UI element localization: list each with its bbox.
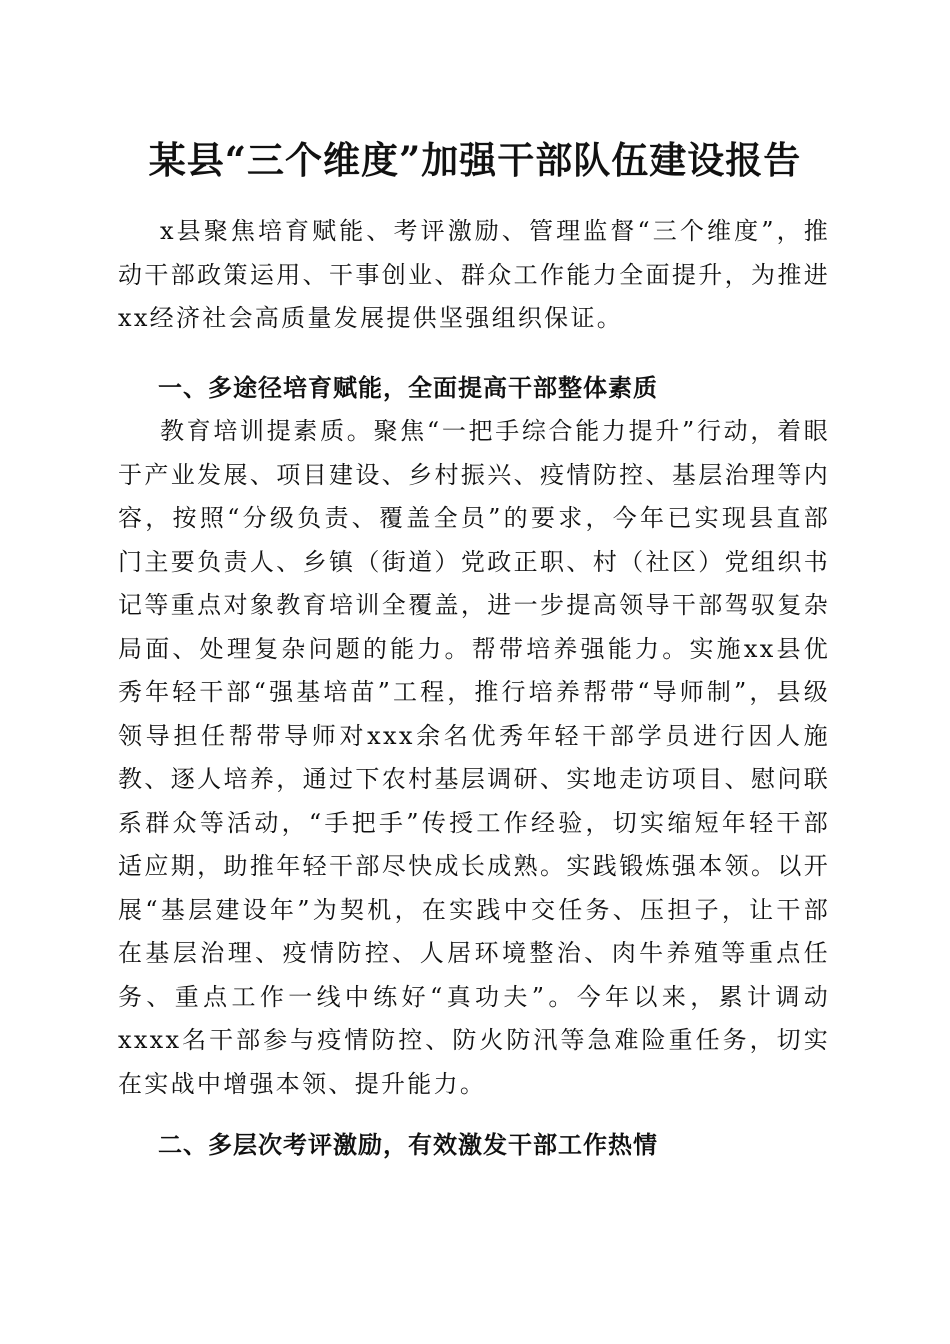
document-title: 某县“三个维度”加强干部队伍建设报告 [148,138,802,182]
section-2-heading: 二、多层次考评激励，有效激发干部工作热情 [158,1131,658,1159]
section-1-paragraph: 教育培训提素质。聚焦“一把手综合能力提升”行动，着眼于产业发展、项目建设、乡村振兴、疫情防控、基层治理等内容，按照“分级负责、覆盖全员”的要求，今年已实现县直部门主要负责人、乡镇（街道）党政正职、村（社区）党组织书记等重点对象教育培训全覆盖，进一步提高领导干部驾驭复杂局面、处理复杂问题的能力。帮带培养强能力。实施xx县优秀年轻干部“强基培苗”工程，推行培养帮带“导师制”，县级领导担任帮带导师对xxx余名优秀年轻干部学员进行因人施教、逐人培养，通过下农村基层调研、实地走访项目、慰问联系群众等活动，“手把手”传授工作经验，切实缩短年轻干部适应期，助推年轻干部尽快成长成熟。实践锻炼强本领。以开展“基层建设年”为契机，在实践中交任务、压担子，让干部在基层治理、疫情防控、人居环境整治、肉牛养殖等重点任务、重点工作一线中练好“真功夫”。今年以来，累计调动xxxx名干部参与疫情防控、防火防汛等急难险重任务，切实在实战中增强本领、提升能力。 [118,417,830,1098]
section-1-heading: 一、多途径培育赋能，全面提高干部整体素质 [158,374,658,402]
intro-paragraph: x县聚焦培育赋能、考评激励、管理监督“三个维度”，推动干部政策运用、干事创业、群众工作能力全面提升，为推进xx经济社会高质量发展提供坚强组织保证。 [118,217,830,332]
